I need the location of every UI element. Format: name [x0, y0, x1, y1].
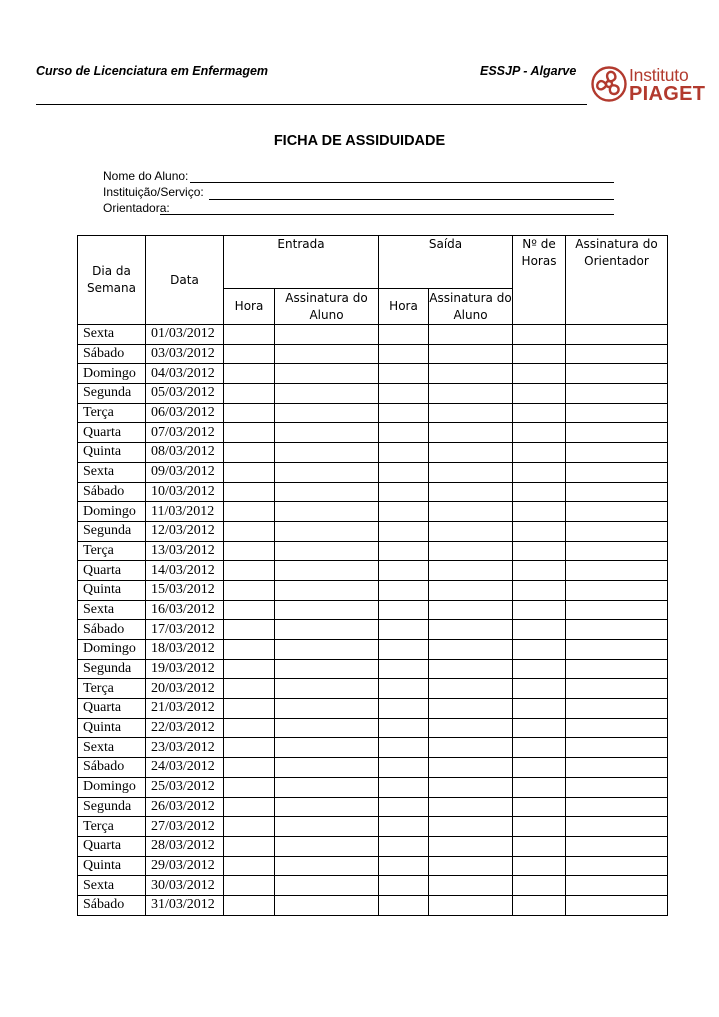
- supervisor-signature-cell[interactable]: [566, 836, 668, 856]
- entry-hour-cell[interactable]: [224, 502, 275, 522]
- day-cell: Terça: [78, 679, 146, 699]
- exit-hour-cell[interactable]: [379, 403, 429, 423]
- day-cell: Segunda: [78, 797, 146, 817]
- supervisor-signature-cell[interactable]: [566, 817, 668, 837]
- supervisor-signature-cell[interactable]: [566, 738, 668, 758]
- hours-cell[interactable]: [513, 895, 566, 915]
- entry-student-signature-cell[interactable]: [275, 364, 379, 384]
- logo-text-instituto: Instituto: [629, 65, 689, 85]
- exit-student-signature-cell[interactable]: [429, 541, 513, 561]
- course-name: Curso de Licenciatura em Enfermagem: [36, 64, 269, 78]
- table-row: [78, 443, 668, 463]
- exit-student-signature-cell[interactable]: [429, 502, 513, 522]
- supervisor-signature-cell[interactable]: [566, 462, 668, 482]
- table-row: [78, 758, 668, 778]
- date-cell: 18/03/2012: [146, 640, 224, 660]
- date-cell: 26/03/2012: [146, 797, 224, 817]
- date-cell: 09/03/2012: [146, 462, 224, 482]
- exit-student-signature-cell[interactable]: [429, 364, 513, 384]
- supervisor-signature-cell[interactable]: [566, 541, 668, 561]
- day-cell: Quarta: [78, 561, 146, 581]
- exit-hour-cell[interactable]: [379, 443, 429, 463]
- day-cell: Domingo: [78, 364, 146, 384]
- entry-student-signature-cell[interactable]: [275, 620, 379, 640]
- exit-hour-cell[interactable]: [379, 797, 429, 817]
- day-cell: Quarta: [78, 699, 146, 719]
- header-date: Data: [146, 236, 224, 325]
- supervisor-signature-cell[interactable]: [566, 640, 668, 660]
- entry-student-signature-cell[interactable]: [275, 836, 379, 856]
- entry-student-signature-cell[interactable]: [275, 699, 379, 719]
- hours-cell[interactable]: [513, 679, 566, 699]
- supervisor-signature-cell[interactable]: [566, 521, 668, 541]
- entry-hour-cell[interactable]: [224, 325, 275, 345]
- table-row: [78, 738, 668, 758]
- exit-hour-cell[interactable]: [379, 777, 429, 797]
- hours-cell[interactable]: [513, 344, 566, 364]
- supervisor-signature-cell[interactable]: [566, 679, 668, 699]
- supervisor-signature-cell[interactable]: [566, 600, 668, 620]
- exit-student-signature-cell[interactable]: [429, 758, 513, 778]
- supervisor-signature-cell[interactable]: [566, 423, 668, 443]
- table-row: [78, 462, 668, 482]
- hours-cell[interactable]: [513, 699, 566, 719]
- day-cell: Terça: [78, 817, 146, 837]
- exit-hour-cell[interactable]: [379, 876, 429, 896]
- entry-student-signature-cell[interactable]: [275, 443, 379, 463]
- header-hours: Nº de Horas: [513, 236, 566, 325]
- logo-text-piaget: PIAGET: [629, 83, 706, 105]
- table-row: [78, 541, 668, 561]
- hours-cell[interactable]: [513, 836, 566, 856]
- entry-hour-cell[interactable]: [224, 462, 275, 482]
- exit-student-signature-cell[interactable]: [429, 797, 513, 817]
- table-row: [78, 325, 668, 345]
- entry-student-signature-cell[interactable]: [275, 541, 379, 561]
- table-row: [78, 777, 668, 797]
- hours-cell[interactable]: [513, 482, 566, 502]
- hours-cell[interactable]: [513, 325, 566, 345]
- date-cell: 01/03/2012: [146, 325, 224, 345]
- supervisor-signature-cell[interactable]: [566, 895, 668, 915]
- exit-student-signature-cell[interactable]: [429, 482, 513, 502]
- hours-cell[interactable]: [513, 738, 566, 758]
- day-cell: Sábado: [78, 895, 146, 915]
- day-cell: Quinta: [78, 580, 146, 600]
- hours-cell[interactable]: [513, 443, 566, 463]
- exit-student-signature-cell[interactable]: [429, 325, 513, 345]
- header-exit-student-signature: Assinatura do Aluno: [429, 289, 513, 325]
- supervisor-signature-cell[interactable]: [566, 403, 668, 423]
- exit-student-signature-cell[interactable]: [429, 836, 513, 856]
- exit-hour-cell[interactable]: [379, 462, 429, 482]
- date-cell: 15/03/2012: [146, 580, 224, 600]
- table-row: [78, 561, 668, 581]
- entry-student-signature-cell[interactable]: [275, 344, 379, 364]
- supervisor-signature-cell[interactable]: [566, 659, 668, 679]
- entry-hour-cell[interactable]: [224, 600, 275, 620]
- day-cell: Quarta: [78, 423, 146, 443]
- entry-hour-cell[interactable]: [224, 364, 275, 384]
- day-cell: Segunda: [78, 384, 146, 404]
- exit-hour-cell[interactable]: [379, 600, 429, 620]
- table-row: [78, 836, 668, 856]
- header-entry: Entrada: [224, 236, 379, 289]
- table-row: [78, 679, 668, 699]
- day-cell: Sexta: [78, 325, 146, 345]
- table-row: [78, 403, 668, 423]
- entry-student-signature-cell[interactable]: [275, 856, 379, 876]
- entry-hour-cell[interactable]: [224, 699, 275, 719]
- exit-hour-cell[interactable]: [379, 423, 429, 443]
- day-cell: Quinta: [78, 856, 146, 876]
- entry-student-signature-cell[interactable]: [275, 718, 379, 738]
- supervisor-signature-cell[interactable]: [566, 718, 668, 738]
- entry-hour-cell[interactable]: [224, 836, 275, 856]
- entry-student-signature-cell[interactable]: [275, 895, 379, 915]
- table-row: [78, 580, 668, 600]
- supervisor-signature-cell[interactable]: [566, 856, 668, 876]
- exit-student-signature-cell[interactable]: [429, 699, 513, 719]
- date-cell: 17/03/2012: [146, 620, 224, 640]
- entry-hour-cell[interactable]: [224, 895, 275, 915]
- school-name: ESSJP - Algarve: [480, 64, 577, 78]
- table-row: [78, 856, 668, 876]
- supervisor-label: Orientadora:: [103, 201, 170, 215]
- header-exit-hour: Hora: [379, 289, 429, 325]
- hours-cell[interactable]: [513, 758, 566, 778]
- day-cell: Quinta: [78, 443, 146, 463]
- entry-hour-cell[interactable]: [224, 344, 275, 364]
- exit-student-signature-cell[interactable]: [429, 895, 513, 915]
- supervisor-signature-cell[interactable]: [566, 364, 668, 384]
- day-cell: Quarta: [78, 836, 146, 856]
- header-entry-student-signature: Assinatura do Aluno: [275, 289, 379, 325]
- hours-cell[interactable]: [513, 462, 566, 482]
- header-supervisor-signature: Assinatura do Orientador: [566, 236, 668, 325]
- entry-hour-cell[interactable]: [224, 423, 275, 443]
- day-cell: Sexta: [78, 738, 146, 758]
- exit-hour-cell[interactable]: [379, 521, 429, 541]
- supervisor-signature-cell[interactable]: [566, 699, 668, 719]
- entry-student-signature-cell[interactable]: [275, 384, 379, 404]
- exit-hour-cell[interactable]: [379, 541, 429, 561]
- day-cell: Sexta: [78, 600, 146, 620]
- exit-hour-cell[interactable]: [379, 659, 429, 679]
- entry-hour-cell[interactable]: [224, 777, 275, 797]
- entry-student-signature-cell[interactable]: [275, 876, 379, 896]
- table-row: [78, 699, 668, 719]
- date-cell: 23/03/2012: [146, 738, 224, 758]
- day-cell: Terça: [78, 403, 146, 423]
- supervisor-signature-cell[interactable]: [566, 876, 668, 896]
- supervisor-signature-cell[interactable]: [566, 580, 668, 600]
- hours-cell[interactable]: [513, 561, 566, 581]
- exit-hour-cell[interactable]: [379, 325, 429, 345]
- date-cell: 11/03/2012: [146, 502, 224, 522]
- supervisor-signature-cell[interactable]: [566, 443, 668, 463]
- entry-student-signature-cell[interactable]: [275, 777, 379, 797]
- exit-student-signature-cell[interactable]: [429, 876, 513, 896]
- exit-hour-cell[interactable]: [379, 640, 429, 660]
- table-row: [78, 895, 668, 915]
- hours-cell[interactable]: [513, 718, 566, 738]
- day-cell: Segunda: [78, 659, 146, 679]
- entry-student-signature-cell[interactable]: [275, 659, 379, 679]
- entry-hour-cell[interactable]: [224, 876, 275, 896]
- exit-student-signature-cell[interactable]: [429, 384, 513, 404]
- day-cell: Segunda: [78, 521, 146, 541]
- supervisor-line[interactable]: [160, 214, 614, 215]
- table-row: [78, 659, 668, 679]
- hours-cell[interactable]: [513, 521, 566, 541]
- exit-student-signature-cell[interactable]: [429, 423, 513, 443]
- day-cell: Sexta: [78, 876, 146, 896]
- hours-cell[interactable]: [513, 856, 566, 876]
- hours-cell[interactable]: [513, 541, 566, 561]
- table-row: [78, 423, 668, 443]
- date-cell: 25/03/2012: [146, 777, 224, 797]
- hours-cell[interactable]: [513, 659, 566, 679]
- exit-hour-cell[interactable]: [379, 502, 429, 522]
- entry-hour-cell[interactable]: [224, 443, 275, 463]
- supervisor-signature-cell[interactable]: [566, 325, 668, 345]
- hours-cell[interactable]: [513, 384, 566, 404]
- entry-student-signature-cell[interactable]: [275, 482, 379, 502]
- exit-student-signature-cell[interactable]: [429, 659, 513, 679]
- header-exit: Saída: [379, 236, 513, 289]
- entry-hour-cell[interactable]: [224, 718, 275, 738]
- entry-student-signature-cell[interactable]: [275, 817, 379, 837]
- entry-hour-cell[interactable]: [224, 758, 275, 778]
- entry-student-signature-cell[interactable]: [275, 403, 379, 423]
- supervisor-signature-cell[interactable]: [566, 620, 668, 640]
- exit-hour-cell[interactable]: [379, 836, 429, 856]
- exit-student-signature-cell[interactable]: [429, 443, 513, 463]
- date-cell: 12/03/2012: [146, 521, 224, 541]
- table-row: [78, 817, 668, 837]
- exit-student-signature-cell[interactable]: [429, 679, 513, 699]
- entry-hour-cell[interactable]: [224, 561, 275, 581]
- day-cell: Sábado: [78, 344, 146, 364]
- table-row: [78, 600, 668, 620]
- exit-hour-cell[interactable]: [379, 620, 429, 640]
- table-row: [78, 718, 668, 738]
- entry-student-signature-cell[interactable]: [275, 502, 379, 522]
- entry-hour-cell[interactable]: [224, 620, 275, 640]
- date-cell: 06/03/2012: [146, 403, 224, 423]
- institution-label: Instituição/Serviço:: [103, 185, 204, 199]
- entry-hour-cell[interactable]: [224, 384, 275, 404]
- day-cell: Domingo: [78, 502, 146, 522]
- date-cell: 20/03/2012: [146, 679, 224, 699]
- date-cell: 07/03/2012: [146, 423, 224, 443]
- exit-hour-cell[interactable]: [379, 699, 429, 719]
- day-cell: Sexta: [78, 462, 146, 482]
- hours-cell[interactable]: [513, 423, 566, 443]
- exit-hour-cell[interactable]: [379, 384, 429, 404]
- entry-student-signature-cell[interactable]: [275, 758, 379, 778]
- date-cell: 16/03/2012: [146, 600, 224, 620]
- table-row: [78, 384, 668, 404]
- day-cell: Quinta: [78, 718, 146, 738]
- day-cell: Domingo: [78, 777, 146, 797]
- date-cell: 24/03/2012: [146, 758, 224, 778]
- supervisor-signature-cell[interactable]: [566, 561, 668, 581]
- day-cell: Sábado: [78, 482, 146, 502]
- day-cell: Sábado: [78, 620, 146, 640]
- entry-hour-cell[interactable]: [224, 856, 275, 876]
- table-row: [78, 344, 668, 364]
- exit-student-signature-cell[interactable]: [429, 561, 513, 581]
- hours-cell[interactable]: [513, 777, 566, 797]
- supervisor-signature-cell[interactable]: [566, 758, 668, 778]
- day-cell: Domingo: [78, 640, 146, 660]
- attendance-table: [77, 235, 668, 916]
- day-cell: Terça: [78, 541, 146, 561]
- header-day: Dia da Semana: [78, 236, 146, 325]
- date-cell: 22/03/2012: [146, 718, 224, 738]
- hours-cell[interactable]: [513, 364, 566, 384]
- entry-student-signature-cell[interactable]: [275, 462, 379, 482]
- entry-student-signature-cell[interactable]: [275, 325, 379, 345]
- table-row: [78, 640, 668, 660]
- exit-hour-cell[interactable]: [379, 482, 429, 502]
- date-cell: 27/03/2012: [146, 817, 224, 837]
- exit-hour-cell[interactable]: [379, 364, 429, 384]
- entry-hour-cell[interactable]: [224, 797, 275, 817]
- date-cell: 08/03/2012: [146, 443, 224, 463]
- header-divider: [36, 104, 587, 105]
- entry-student-signature-cell[interactable]: [275, 580, 379, 600]
- exit-hour-cell[interactable]: [379, 817, 429, 837]
- exit-student-signature-cell[interactable]: [429, 856, 513, 876]
- entry-hour-cell[interactable]: [224, 640, 275, 660]
- entry-student-signature-cell[interactable]: [275, 679, 379, 699]
- entry-hour-cell[interactable]: [224, 679, 275, 699]
- triskelion-icon: [591, 64, 627, 104]
- hours-cell[interactable]: [513, 600, 566, 620]
- hours-cell[interactable]: [513, 403, 566, 423]
- entry-student-signature-cell[interactable]: [275, 797, 379, 817]
- hours-cell[interactable]: [513, 502, 566, 522]
- exit-student-signature-cell[interactable]: [429, 403, 513, 423]
- entry-hour-cell[interactable]: [224, 482, 275, 502]
- student-name-line[interactable]: [190, 182, 614, 183]
- entry-hour-cell[interactable]: [224, 817, 275, 837]
- date-cell: 29/03/2012: [146, 856, 224, 876]
- hours-cell[interactable]: [513, 620, 566, 640]
- supervisor-signature-cell[interactable]: [566, 797, 668, 817]
- date-cell: 03/03/2012: [146, 344, 224, 364]
- table-row: [78, 482, 668, 502]
- exit-hour-cell[interactable]: [379, 895, 429, 915]
- attendance-rows: [78, 325, 668, 916]
- day-cell: Sábado: [78, 758, 146, 778]
- table-row: [78, 620, 668, 640]
- supervisor-signature-cell[interactable]: [566, 384, 668, 404]
- exit-student-signature-cell[interactable]: [429, 580, 513, 600]
- header-entry-hour: Hora: [224, 289, 275, 325]
- supervisor-signature-cell[interactable]: [566, 344, 668, 364]
- exit-student-signature-cell[interactable]: [429, 620, 513, 640]
- entry-student-signature-cell[interactable]: [275, 561, 379, 581]
- exit-hour-cell[interactable]: [379, 679, 429, 699]
- supervisor-signature-cell[interactable]: [566, 777, 668, 797]
- exit-student-signature-cell[interactable]: [429, 521, 513, 541]
- institute-logo: [591, 64, 711, 106]
- date-cell: 30/03/2012: [146, 876, 224, 896]
- exit-student-signature-cell[interactable]: [429, 738, 513, 758]
- date-cell: 13/03/2012: [146, 541, 224, 561]
- date-cell: 19/03/2012: [146, 659, 224, 679]
- date-cell: 28/03/2012: [146, 836, 224, 856]
- exit-hour-cell[interactable]: [379, 758, 429, 778]
- exit-student-signature-cell[interactable]: [429, 817, 513, 837]
- exit-student-signature-cell[interactable]: [429, 344, 513, 364]
- entry-student-signature-cell[interactable]: [275, 640, 379, 660]
- hours-cell[interactable]: [513, 876, 566, 896]
- table-row: [78, 502, 668, 522]
- hours-cell[interactable]: [513, 580, 566, 600]
- date-cell: 31/03/2012: [146, 895, 224, 915]
- entry-student-signature-cell[interactable]: [275, 521, 379, 541]
- entry-hour-cell[interactable]: [224, 521, 275, 541]
- hours-cell[interactable]: [513, 797, 566, 817]
- exit-student-signature-cell[interactable]: [429, 640, 513, 660]
- hours-cell[interactable]: [513, 817, 566, 837]
- table-row: [78, 364, 668, 384]
- entry-student-signature-cell[interactable]: [275, 738, 379, 758]
- entry-hour-cell[interactable]: [224, 403, 275, 423]
- supervisor-signature-cell[interactable]: [566, 482, 668, 502]
- date-cell: 05/03/2012: [146, 384, 224, 404]
- exit-hour-cell[interactable]: [379, 856, 429, 876]
- exit-hour-cell[interactable]: [379, 580, 429, 600]
- exit-hour-cell[interactable]: [379, 561, 429, 581]
- date-cell: 21/03/2012: [146, 699, 224, 719]
- exit-student-signature-cell[interactable]: [429, 600, 513, 620]
- exit-hour-cell[interactable]: [379, 738, 429, 758]
- table-row: [78, 521, 668, 541]
- exit-hour-cell[interactable]: [379, 718, 429, 738]
- exit-student-signature-cell[interactable]: [429, 462, 513, 482]
- date-cell: 10/03/2012: [146, 482, 224, 502]
- supervisor-signature-cell[interactable]: [566, 502, 668, 522]
- exit-hour-cell[interactable]: [379, 344, 429, 364]
- table-row: [78, 876, 668, 896]
- entry-hour-cell[interactable]: [224, 541, 275, 561]
- exit-student-signature-cell[interactable]: [429, 718, 513, 738]
- exit-student-signature-cell[interactable]: [429, 777, 513, 797]
- entry-hour-cell[interactable]: [224, 580, 275, 600]
- table-row: [78, 797, 668, 817]
- student-name-label: Nome do Aluno:: [103, 169, 189, 183]
- entry-student-signature-cell[interactable]: [275, 600, 379, 620]
- hours-cell[interactable]: [513, 640, 566, 660]
- institution-line[interactable]: [209, 199, 614, 200]
- entry-hour-cell[interactable]: [224, 738, 275, 758]
- date-cell: 04/03/2012: [146, 364, 224, 384]
- entry-student-signature-cell[interactable]: [275, 423, 379, 443]
- date-cell: 14/03/2012: [146, 561, 224, 581]
- page-title: FICHA DE ASSIDUIDADE: [273, 133, 446, 149]
- entry-hour-cell[interactable]: [224, 659, 275, 679]
